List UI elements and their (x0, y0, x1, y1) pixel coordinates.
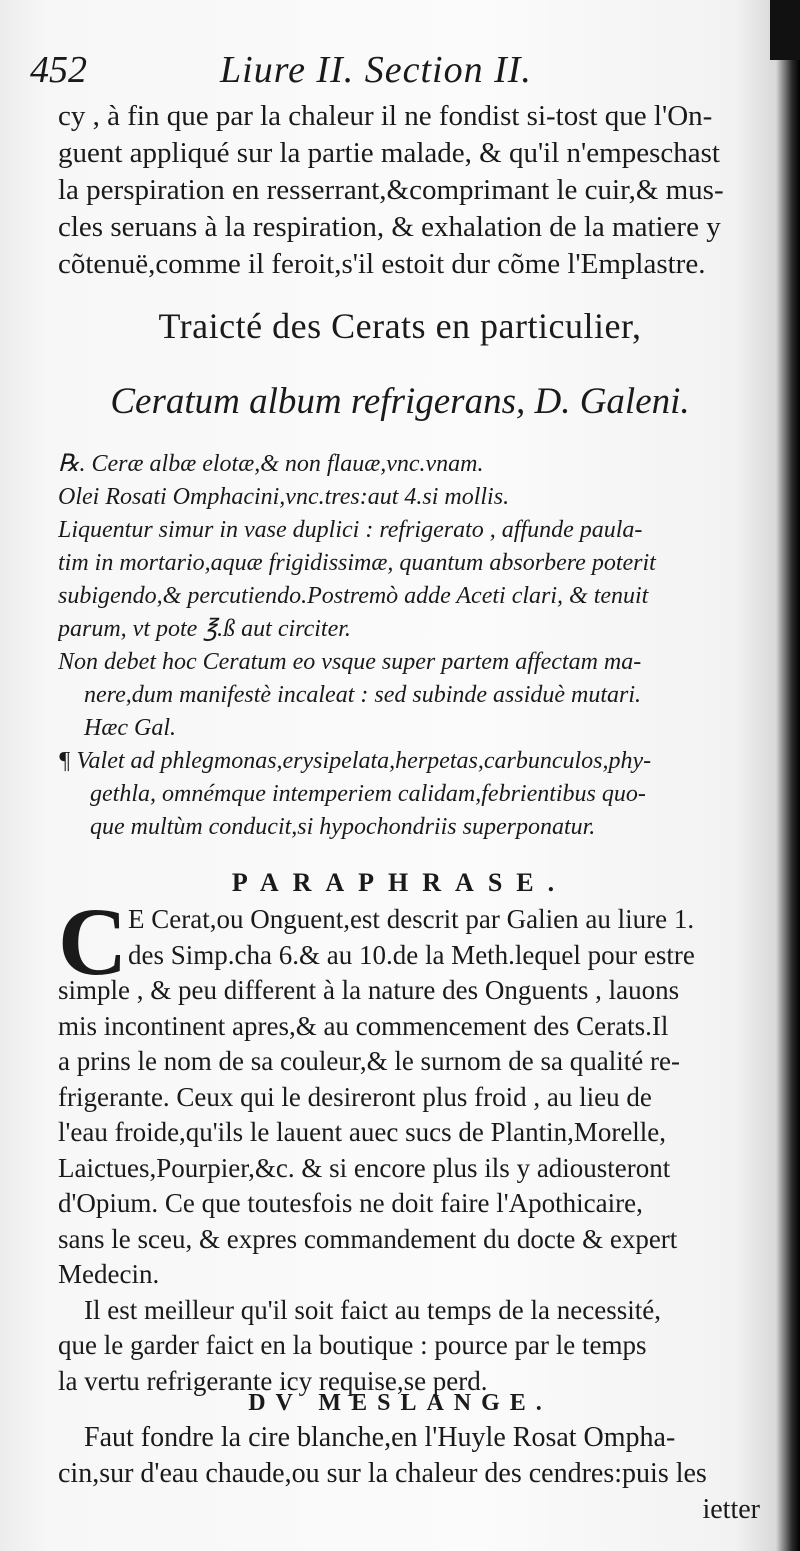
text-line: cõtenuë,comme il feroit,s'il estoit dur cõme l'Emplastre. (58, 248, 706, 280)
text-line: d'Opium. Ce que toutesfois ne doit faire l'Apothicaire, (58, 1188, 643, 1218)
text-line: l'eau froide,qu'ils le lauent auec sucs de Plantin,Morelle, (58, 1117, 667, 1147)
page-header (30, 48, 740, 96)
text-line: des Simp.cha 6.& au 10.de la Meth.lequel pour estre (128, 939, 695, 970)
text-line: la perspiration en resserrant,&comprimant le cuir,& mus- (58, 174, 724, 206)
mix-paragraph (58, 1420, 760, 1528)
recipe-line: ℞. Ceræ albæ elotæ,& non flauæ,vnc.vnam. (58, 451, 484, 477)
recipe-line: que multùm conducit,si hypochondriis superponatur. (90, 814, 596, 840)
text-line: cles seruans à la respiration, & exhalation de la matiere y (58, 211, 721, 243)
text-line: que le garder faict en la boutique : pource par le temps (58, 1330, 647, 1360)
recipe-line: Non debet hoc Ceratum eo vsque super partem affectam ma- (58, 649, 642, 675)
running-head: Liure II. Section II. (220, 49, 532, 91)
text-line: guent appliqué sur la partie malade, & qu'il n'empeschast (58, 137, 720, 169)
recipe-line: Olei Rosati Omphacini,vnc.tres:aut 4.si mollis. (58, 484, 510, 510)
page-edge-shadow (770, 0, 800, 60)
text-line: frigerante. Ceux qui le desireront plus froid , au lieu de (58, 1081, 652, 1112)
text-line: Medecin. (58, 1259, 160, 1289)
text-line: Faut fondre la cire blanche,en l'Huyle Rosat Ompha- (84, 1422, 676, 1453)
recipe-line: tim in mortario,aquæ frigidissimæ, quantum absorbere poterit (58, 550, 656, 576)
intro-paragraph (58, 98, 760, 283)
recipe-line: subigendo,& percutiendo.Postremò adde Aceti clari, & tenuit (58, 583, 649, 609)
catchword: ietter (702, 1494, 760, 1525)
recipe-text (58, 448, 760, 844)
recipe-title: Ceratum album refrigerans, D. Galeni. (110, 381, 690, 422)
recipe-line: Hæc Gal. (84, 715, 176, 741)
mix-heading: DV MESLANGE. (248, 1390, 552, 1416)
text-line: Laictues,Pourpier,&c. & si encore plus ils y adiousteront (58, 1152, 671, 1183)
text-line: mis incontinent apres,& au commencement des Cerats.Il (58, 1010, 669, 1041)
text-line: E Cerat,ou Onguent,est descrit par Galien au liure 1. (128, 904, 695, 934)
text-line: simple , & peu different à la nature des Onguents , lauons (58, 975, 680, 1005)
paraphrase-body (58, 888, 760, 1399)
recipe-line: ¶ Valet ad phlegmonas,erysipelata,herpetas,carbunculos,phy- (58, 748, 652, 774)
text-line: la vertu refrigerante icy requise,se perd. (58, 1365, 488, 1396)
recipe-line: Liquentur simur in vase duplici : refrigerato , affunde paula- (58, 517, 643, 543)
recipe-line: gethla, omnémque intemperiem calidam,febrientibus quo- (90, 781, 646, 807)
recipe-line: parum, vt pote ℥.ß aut circiter. (58, 616, 351, 642)
text-line: sans le sceu, & expres commandement du docte & expert (58, 1223, 678, 1254)
page-number: 452 (30, 49, 87, 91)
drop-cap: C (58, 888, 128, 995)
text-line: cy , à fin que par la chaleur il ne fondist si-tost que l'On- (58, 100, 713, 132)
text-line: Il est meilleur qu'il soit faict au temps de la necessité, (84, 1294, 661, 1325)
section-title: Traicté des Cerats en particulier, (158, 306, 642, 346)
text-line: cin,sur d'eau chaude,ou sur la chaleur des cendres:puis les (58, 1458, 707, 1489)
recipe-line: nere,dum manifestè incaleat : sed subinde assiduè mutari. (84, 682, 642, 708)
text-line: a prins le nom de sa couleur,& le surnom de sa qualité re- (58, 1046, 680, 1076)
paraphrase-heading: PARAPHRASE. (231, 868, 569, 897)
